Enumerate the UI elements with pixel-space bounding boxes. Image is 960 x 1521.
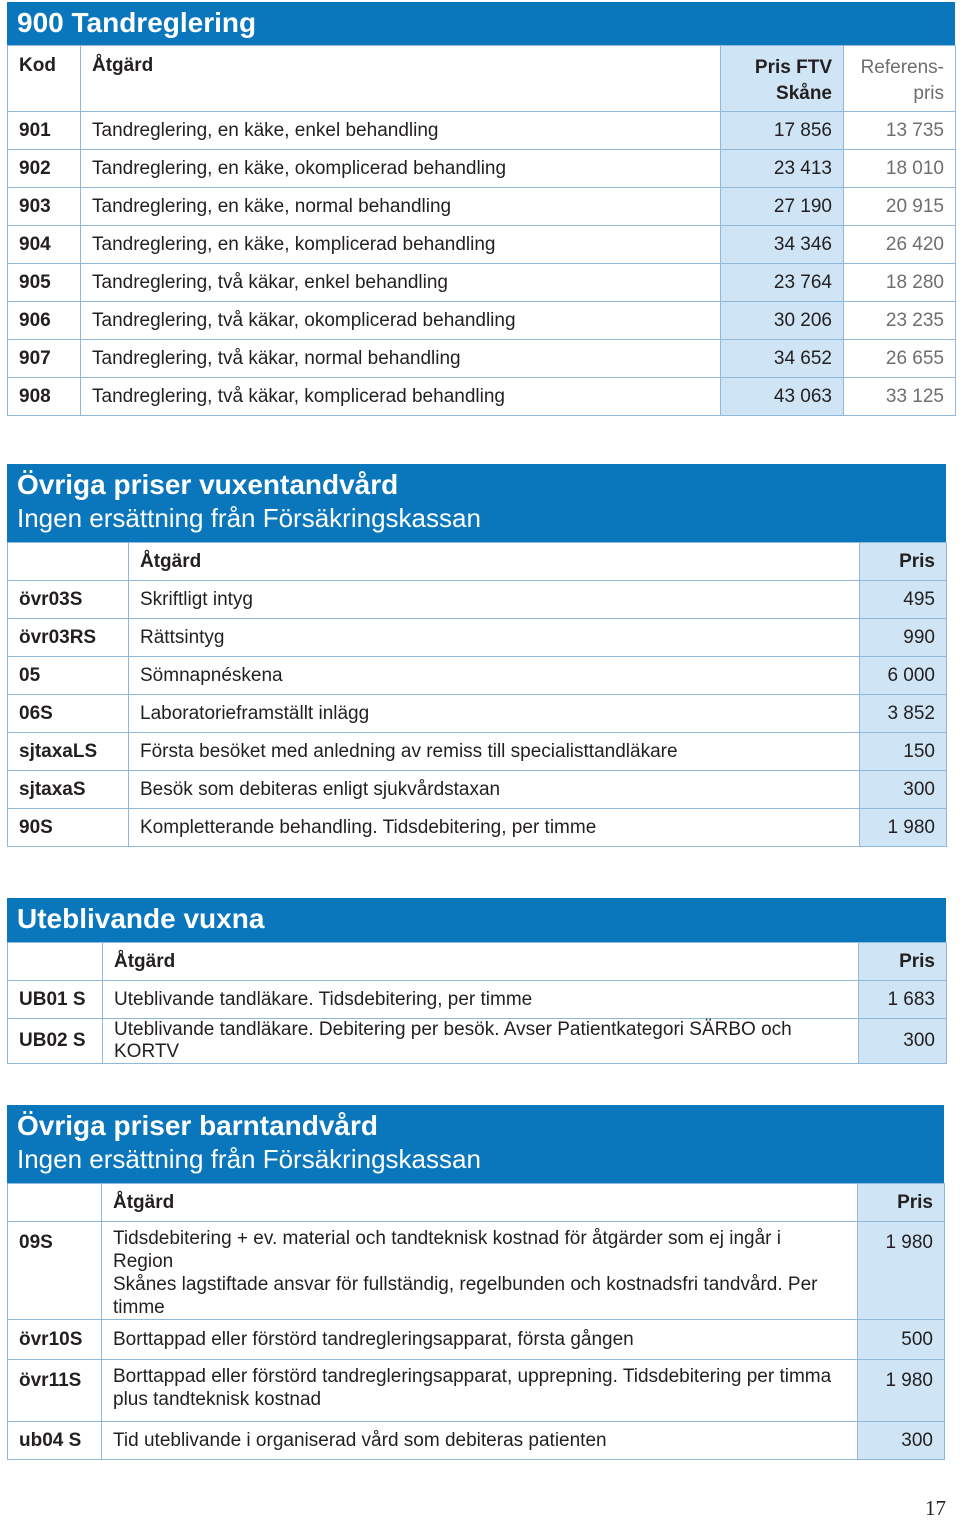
column-header-referenspris [844,46,956,112]
row-price: 990 [860,619,947,657]
price-table [7,1183,945,1460]
row-reference-price: 18 010 [844,150,956,188]
section-subtitle: Ingen ersättning från Försäkringskassan [17,503,481,533]
row-reference-price: 18 280 [844,264,956,302]
column-header-kod: Kod [8,46,81,112]
row-description: Tandreglering, en käke, komplicerad behandling [81,226,721,264]
row-code: 05 [8,657,129,695]
section-tandreglering [7,2,955,416]
column-header-pris: Pris [860,543,947,581]
table-row [8,695,947,733]
row-description: Kompletterande behandling. Tidsdebitering, per timme [129,809,860,847]
table-row [8,150,956,188]
row-price: 6 000 [860,657,947,695]
column-header-ref-line1: Referens- [860,57,944,78]
row-description: Första besöket med anledning av remiss till specialisttandläkare [129,733,860,771]
table-row [8,378,956,416]
table-row [8,581,947,619]
row-price: 300 [860,771,947,809]
column-header-pris-line2: Skåne [776,83,832,104]
row-description [102,1360,858,1422]
row-reference-price: 26 420 [844,226,956,264]
row-description-line2: plus tandteknisk kostnad [113,1389,322,1410]
row-price: 300 [859,1019,947,1064]
row-code [8,1222,102,1320]
row-price: 300 [858,1422,945,1460]
table-row [8,657,947,695]
table-row [8,619,947,657]
column-header-pris: Pris [859,943,947,981]
row-code: 06S [8,695,129,733]
column-header-pris-line1: Pris FTV [754,57,832,78]
section-header [7,2,955,45]
row-price: 3 852 [860,695,947,733]
table-row [8,1422,945,1460]
column-header-kod [8,1184,102,1222]
row-description: Besök som debiteras enligt sjukvårdstaxan [129,771,860,809]
row-code: sjtaxaS [8,771,129,809]
row-price: 1 980 [860,809,947,847]
row-description: Uteblivande tandläkare. Debitering per besök. Avser Patientkategori SÄRBO och KORTV [103,1019,859,1064]
column-header-kod [8,543,129,581]
row-description: Tid uteblivande i organiserad vård som debiteras patienten [102,1422,858,1460]
row-code: övr03S [8,581,129,619]
row-description-line2: Skånes lagstiftade ansvar för fullständig, regelbunden och kostnadsfri tandvård. Per timme [113,1274,818,1318]
row-code: ub04 S [8,1422,102,1460]
column-header-kod [8,943,103,981]
row-code: 906 [8,302,81,340]
row-code: sjtaxaLS [8,733,129,771]
row-price: 27 190 [721,188,844,226]
row-price: 30 206 [721,302,844,340]
row-code: 904 [8,226,81,264]
row-description: Rättsintyg [129,619,860,657]
section-title: Övriga priser vuxentandvård [17,469,399,500]
row-description-line1: Borttappad eller förstörd tandregleringsapparat, upprepning. Tidsdebitering per timma [113,1366,832,1387]
table-row [8,1360,945,1422]
row-price: 43 063 [721,378,844,416]
table-row [8,188,956,226]
table-row [8,340,956,378]
table-row [8,981,947,1019]
row-code: UB01 S [8,981,103,1019]
section-header [7,1105,944,1183]
row-price: 1 683 [859,981,947,1019]
section-title: Övriga priser barntandvård [17,1110,379,1141]
row-price [858,1360,945,1422]
row-price: 34 346 [721,226,844,264]
section-title: 900 Tandreglering [17,7,257,38]
row-reference-price: 20 915 [844,188,956,226]
row-description: Laboratorieframställt inlägg [129,695,860,733]
section-header [7,898,946,942]
row-price: 23 764 [721,264,844,302]
row-price-text: 1 980 [885,1370,933,1391]
column-header-atgard: Åtgärd [103,943,859,981]
row-price: 17 856 [721,112,844,150]
table-row [8,264,956,302]
table-row [8,1222,945,1320]
table-header-row [8,543,947,581]
row-description: Tandreglering, två käkar, komplicerad behandling [81,378,721,416]
row-description: Sömnapnéskena [129,657,860,695]
row-code: övr10S [8,1320,102,1360]
row-code: UB02 S [8,1019,103,1064]
row-price: 23 413 [721,150,844,188]
column-header-atgard: Åtgärd [81,46,721,112]
row-description: Uteblivande tandläkare. Tidsdebitering, per timme [103,981,859,1019]
row-price: 150 [860,733,947,771]
row-description: Tandreglering, två käkar, normal behandling [81,340,721,378]
page-number: 17 [925,1496,946,1520]
row-code-text: 09S [19,1232,53,1253]
row-code: 90S [8,809,129,847]
section-subtitle: Ingen ersättning från Försäkringskassan [17,1144,481,1174]
row-description-line1: Tidsdebitering + ev. material och tandteknisk kostnad för åtgärder som ej ingår i Region [113,1228,781,1272]
section-header [7,464,946,542]
table-header-row [8,943,947,981]
section-barntandvard [7,1105,944,1460]
row-description: Tandreglering, en käke, okomplicerad behandling [81,150,721,188]
row-price-text: 1 980 [885,1232,933,1253]
table-header-row [8,1184,945,1222]
table-row [8,302,956,340]
row-reference-price: 23 235 [844,302,956,340]
row-reference-price: 13 735 [844,112,956,150]
section-vuxentandvard [7,464,946,847]
row-description: Tandreglering, två käkar, okomplicerad behandling [81,302,721,340]
table-row [8,771,947,809]
row-price [858,1222,945,1320]
row-code-text: övr11S [19,1370,82,1391]
row-price: 34 652 [721,340,844,378]
row-description: Borttappad eller förstörd tandregleringsapparat, första gången [102,1320,858,1360]
row-code: 903 [8,188,81,226]
section-title: Uteblivande vuxna [17,903,265,934]
price-table [7,542,947,847]
row-code: 905 [8,264,81,302]
column-header-atgard: Åtgärd [129,543,860,581]
column-header-pris: Pris [858,1184,945,1222]
column-header-ref-line2: pris [913,83,944,104]
section-uteblivande [7,898,946,1064]
row-code: 907 [8,340,81,378]
row-price: 500 [858,1320,945,1360]
row-code: 908 [8,378,81,416]
row-code: 901 [8,112,81,150]
table-row [8,1320,945,1360]
row-description: Tandreglering, två käkar, enkel behandling [81,264,721,302]
table-row [8,112,956,150]
row-description: Tandreglering, en käke, enkel behandling [81,112,721,150]
row-code: övr03RS [8,619,129,657]
column-header-pris [721,46,844,112]
row-description [102,1222,858,1320]
row-code: 902 [8,150,81,188]
row-description: Skriftligt intyg [129,581,860,619]
table-header-row [8,46,956,112]
row-reference-price: 26 655 [844,340,956,378]
row-reference-price: 33 125 [844,378,956,416]
row-code [8,1360,102,1422]
row-description: Tandreglering, en käke, normal behandling [81,188,721,226]
row-price: 495 [860,581,947,619]
table-row [8,809,947,847]
price-table [7,942,947,1064]
table-row [8,1019,947,1064]
table-row [8,733,947,771]
price-table [7,45,956,416]
table-row [8,226,956,264]
column-header-atgard: Åtgärd [102,1184,858,1222]
